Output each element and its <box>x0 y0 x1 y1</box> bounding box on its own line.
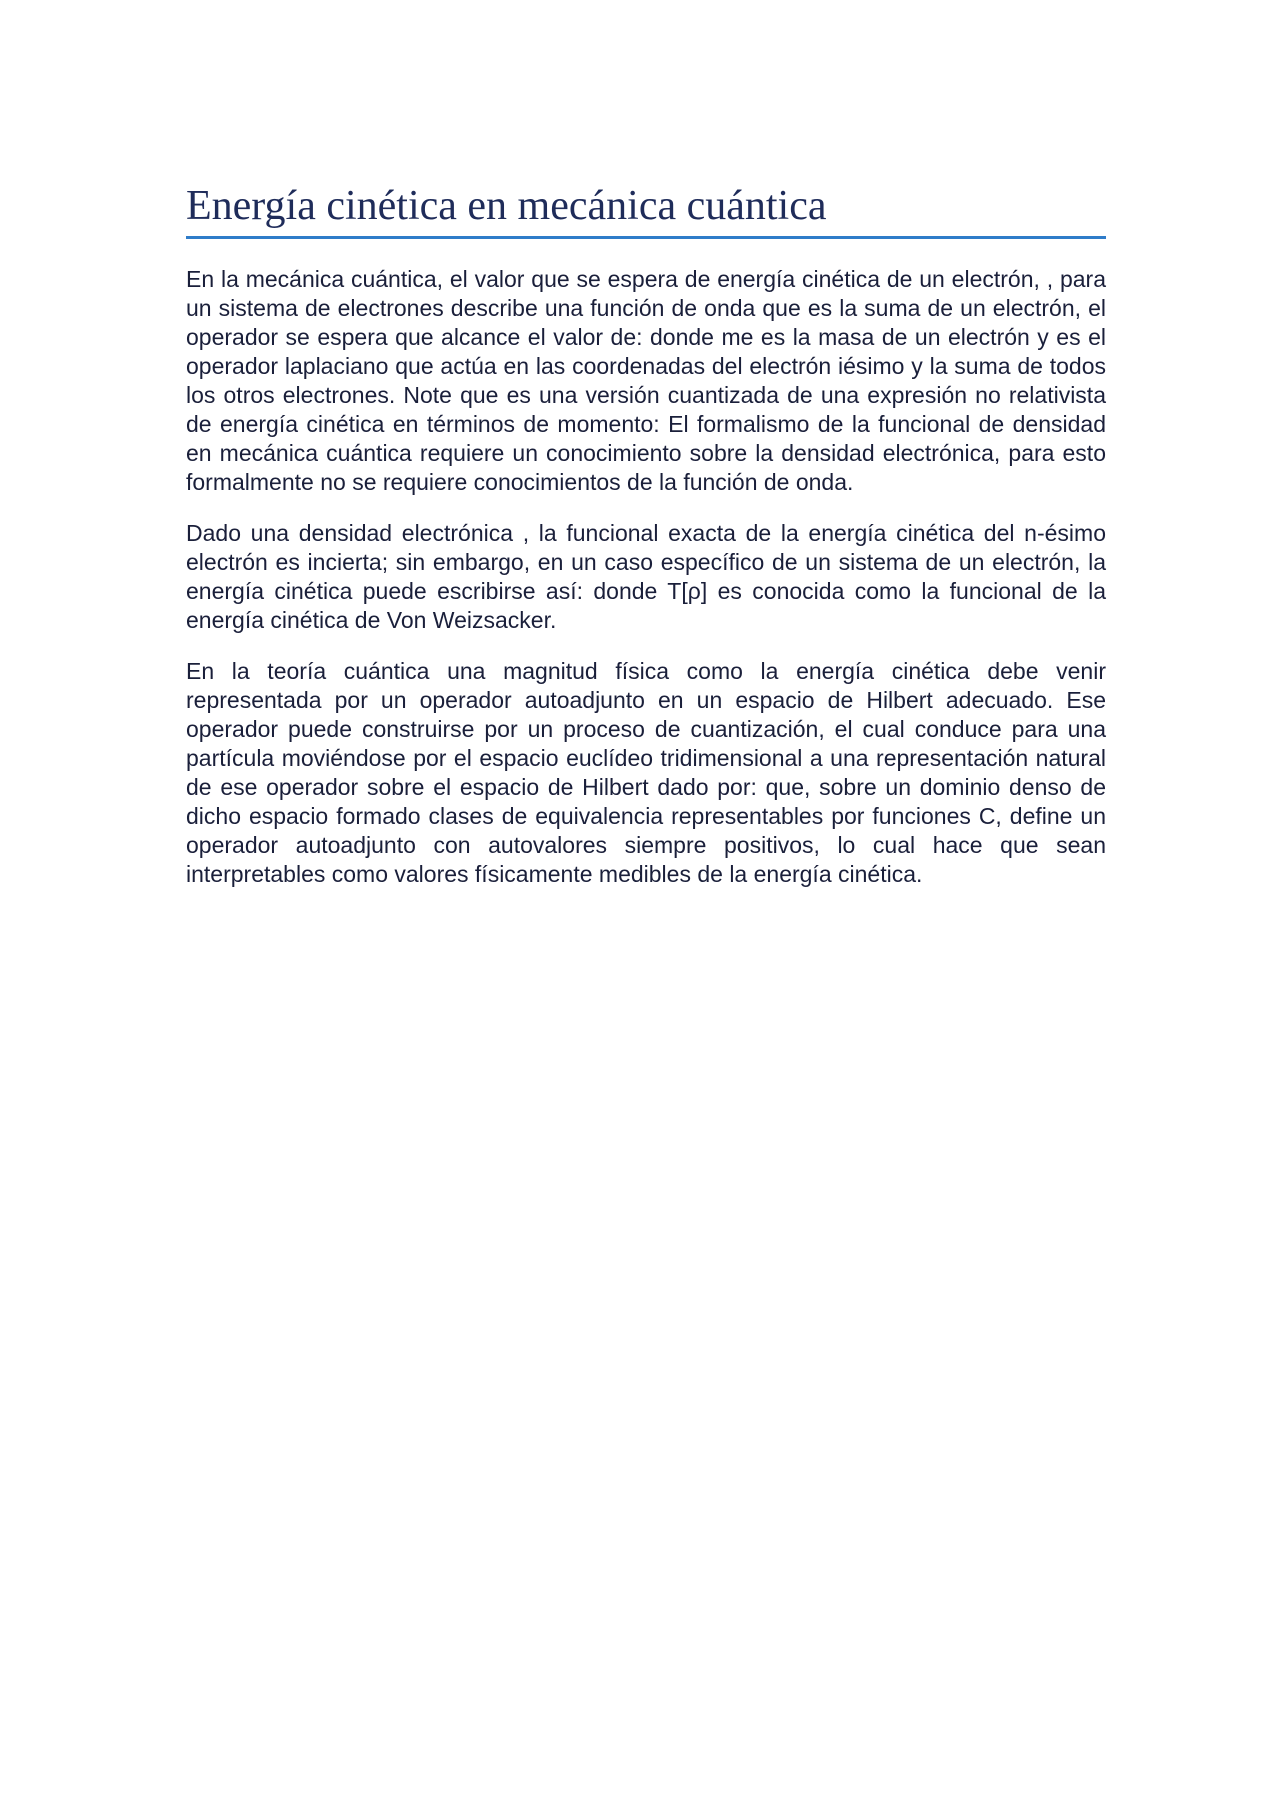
document-title: Energía cinética en mecánica cuántica <box>186 180 1106 239</box>
paragraph-3: En la teoría cuántica una magnitud física como la energía cinética debe venir representada por un operador autoadjunto en un espacio de Hilbert adecuado. Ese operador puede construirse por un proceso de cuantización, el cual conduce para una partícula moviéndose por el espacio euclídeo tridimensional a una representación natural de ese operador sobre el espacio de Hilbert dado por: que, sobre un dominio denso de dicho espacio formado clases de equivalencia representables por funciones C, define un operador autoadjunto con autovalores siempre positivos, lo cual hace que sean interpretables como valores físicamente medibles de la energía cinética. <box>186 658 1106 887</box>
paragraph-2: Dado una densidad electrónica , la funcional exacta de la energía cinética del n-ésimo electrón es incierta; sin embargo, en un caso específico de un sistema de un electrón, la energía cinética puede escribirse así: donde T[ρ] es conocida como la funcional de la energía cinética de Von Weizsacker. <box>186 520 1106 633</box>
paragraph-1: En la mecánica cuántica, el valor que se espera de energía cinética de un electrón, , para un sistema de electrones describe una función de onda que es la suma de un electrón, el operador se espera que alcance el valor de: donde me es la masa de un electrón y es el operador laplaciano que actúa en las coordenadas del electrón iésimo y la suma de todos los otros electrones. Note que es una versión cuantizada de una expresión no relativista de energía cinética en términos de momento: El formalismo de la funcional de densidad en mecánica cuántica requiere un conocimiento sobre la densidad electrónica, para esto formalmente no se requiere conocimientos de la función de onda. <box>186 266 1106 495</box>
document-body <box>186 180 1106 889</box>
